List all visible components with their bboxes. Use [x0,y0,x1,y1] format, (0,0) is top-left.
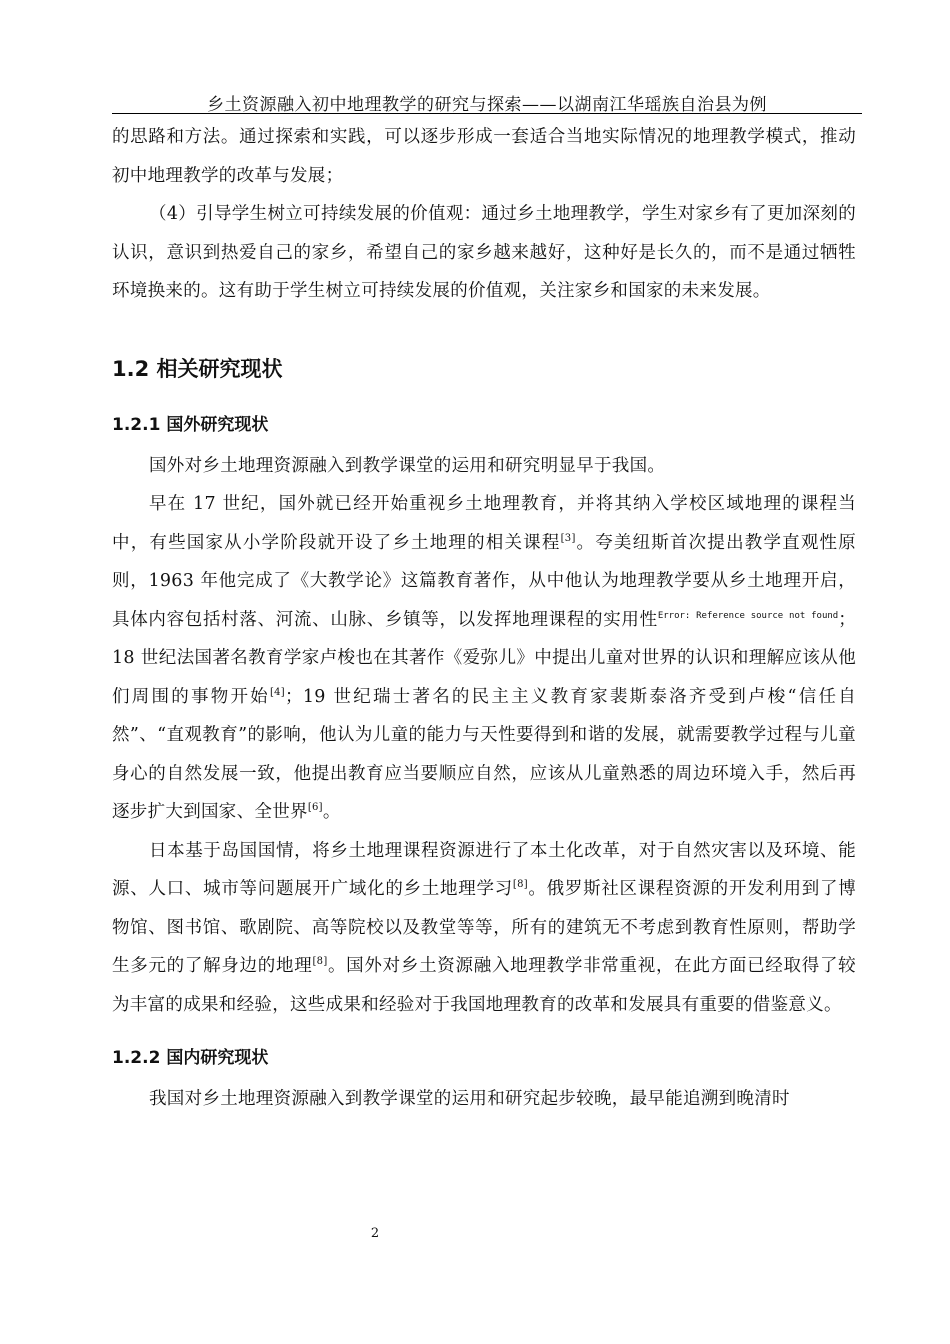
section-heading-1-2: 1.2 相关研究现状 [112,356,283,381]
text-run: ；18 世纪法国著名教育学家卢梭也在其著作《爱弥儿》中提出儿童对世界的认识和理解应该从他们周围的事物开始 [112,609,857,707]
foreign-intro-paragraph: 国外对乡土地理资源融入到教学课堂的运用和研究明显早于我国。 [149,455,666,476]
text-run: 。俄罗斯社区课程资源的开发利用到了博物馆、图书馆、歌剧院、高等院校以及教堂等等，所有的建筑无不考虑到教育性原则，帮助学生多元的了解身边的地理 [112,879,856,976]
subsection-heading-1-2-1: 1.2.1 国外研究现状 [112,414,269,435]
running-header: 乡土资源融入初中地理教学的研究与探索——以湖南江华瑶族自治县为例 [207,95,767,115]
page-number [0,1226,950,1241]
continuation-paragraph: 的思路和方法。通过探索和实践，可以逐步形成一套适合当地实际情况的地理教学模式，推动初中地理教学的改革与发展； [112,127,856,186]
text-run: 。夸美纽斯首次提出教学直观性原则，1963 年他完成了《大教学论》这篇教育著作，从中他认为地理教学要从乡土地理开启，具体内容包括村落、河流、山脉、乡镇等，以发挥地理课程的实用性 [112,532,857,630]
document-body [112,118,856,1119]
citation-ref: [8] [512,879,528,891]
value-paragraph: （4）引导学生树立可持续发展的价值观：通过乡土地理教学，学生对家乡有了更加深刻的认识，意识到热爱自己的家乡，希望自己的家乡越来越好，这种好是长久的，而不是通过牺牲环境换来的。这有助于学生树立可持续发展的价值观，关注家乡和国家的未来发展。 [112,204,856,301]
subsection-heading-1-2-2: 1.2.2 国内研究现状 [112,1048,269,1068]
page-number-text: 2 [370,1226,380,1241]
citation-ref: [3] [560,532,576,544]
text-run: 。国外对乡土资源融入地理教学非常重视，在此方面已经取得了较为丰富的成果和经验，这些成果和经验对于我国地理教育的改革和发展具有重要的借鉴意义。 [112,956,856,1015]
text-run: 。 [322,802,341,822]
japan-russia-paragraph [112,832,856,1025]
text-run: 早在 17 世纪，国外就已经开始重视乡土地理教育，并将其纳入学校区域地理的课程当中，有些国家从小学阶段就开设了乡土地理的相关课程 [112,494,856,553]
text-run: ；19 世纪瑞士著名的民主主义教育家裴斯泰洛齐受到卢梭“信任自然”、“直观教育”的影响，他认为儿童的能力与天性要得到和谐的发展，就需要教学过程与儿童身心的自然发展一致，他提出教育应当要顺应自然，应该从儿童熟悉的周边环境入手，然后再逐步扩大到国家、全世界 [112,686,856,822]
header-rule [112,113,862,114]
domestic-intro-paragraph: 我国对乡土地理资源融入到教学课堂的运用和研究起步较晚，最早能追溯到晚清时 [149,1089,790,1109]
citation-ref: [4] [269,686,286,698]
citation-ref: [6] [307,802,323,814]
reference-error: Error: Reference source not found [657,610,839,621]
citation-ref: [8] [312,956,328,968]
foreign-history-paragraph [112,485,856,832]
text-run: 日本基于岛国国情，将乡土地理课程资源进行了本土化改革，对于自然灾害以及环境、能源、人口、城市等问题展开广域化的乡土地理学习 [112,840,856,899]
